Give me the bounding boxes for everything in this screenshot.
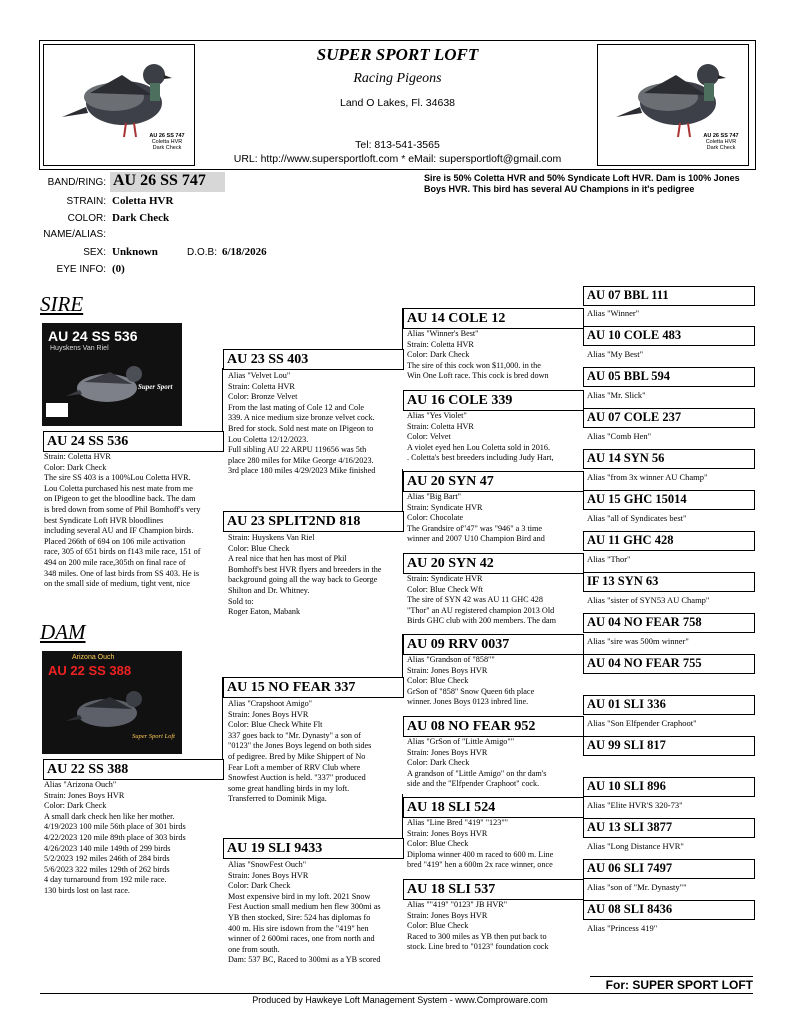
detail-line: bred "419" hen a 600m 2x race winner, once <box>407 860 553 870</box>
detail-line: Alias "Winner's Best" <box>407 329 479 338</box>
great-grandparent-details <box>407 737 582 793</box>
detail-line: Strain: Coletta HVR <box>407 339 474 349</box>
photo-caption: Super Sport <box>138 383 173 391</box>
detail-line: 400 m. His sire isdown from the "419" hen <box>228 923 369 933</box>
detail-line: Roger Eaton, Mabank <box>228 607 301 617</box>
detail-line: Strain: Jones Boys HVR <box>407 828 488 838</box>
gen4-alias: Alias "Elite HVR'S 320-73" <box>587 800 683 810</box>
photo-caption: Dark Check <box>152 145 182 151</box>
detail-line: Lou Coletta purchased his nest mate from me <box>44 483 193 493</box>
sire-details <box>44 452 224 618</box>
detail-line: 5/2/2023 192 miles 246th of 284 birds <box>44 854 170 864</box>
detail-line: A real nice that hen has most of Pkil <box>228 554 347 564</box>
detail-line: Fear Loft a member of RRV Club where <box>228 762 361 772</box>
detail-line: Lou Coletta 12/12/2023. <box>228 434 309 444</box>
gen4-alias: Alias "sire was 500m winner" <box>587 636 689 646</box>
detail-line: Color: Dark Check <box>228 881 291 891</box>
gen4-band: AU 07 COLE 237 <box>587 410 682 424</box>
grandparent-band: AU 23 SS 403 <box>227 352 309 367</box>
detail-line: 5/6/2023 322 miles 129th of 262 birds <box>44 864 170 874</box>
color-label: COLOR: <box>67 213 106 224</box>
gen4-alias: Alias "Thor" <box>587 554 631 564</box>
gen4-alias: Alias "Son Elfpender Craphoot" <box>587 718 697 728</box>
loft-url[interactable]: URL: http://www.supersportloft.com * eMail: supersportloft@gmail.com <box>233 153 562 165</box>
logo-icon <box>46 403 68 417</box>
detail-line: background going all the way back to George <box>228 575 378 585</box>
detail-line: Color: Dark Check <box>407 350 470 360</box>
gen4-alias: Alias "Princess 419" <box>587 923 658 933</box>
great-grandparent-box <box>403 308 584 329</box>
detail-line: Most expensive bird in my loft. 2021 Snow <box>228 891 371 901</box>
dam-heading: DAM <box>40 620 86 644</box>
detail-line: Shilton and Dr. Whitney. <box>228 585 310 595</box>
grandparent-box <box>223 511 404 532</box>
detail-line: Alias "Crapshoot Amigo" <box>228 699 313 708</box>
grandparent-details <box>228 371 402 481</box>
detail-line: race, 305 of 651 birds on f143 mile race, 151 of <box>44 547 201 557</box>
great-grandparent-band: AU 20 SYN 42 <box>407 556 494 571</box>
dam-band: AU 22 SS 388 <box>47 762 129 777</box>
gen4-box <box>583 695 755 715</box>
gen4-alias: Alias "Mr. Slick" <box>587 390 646 400</box>
detail-line: Strain: Jones Boys HVR <box>407 910 488 920</box>
great-grandparent-band: AU 18 SLI 524 <box>407 800 496 815</box>
gen4-band: AU 11 GHC 428 <box>587 533 674 547</box>
loft-location: Land O Lakes, Fl. 34638 <box>340 97 455 109</box>
strain-label: STRAIN: <box>66 196 106 207</box>
detail-line: 4/26/2023 140 mile 149th of 299 birds <box>44 843 171 853</box>
detail-line: Color: Chocolate <box>407 513 464 523</box>
eye-value: (0) <box>112 263 125 275</box>
detail-line: Strain: Syndicate HVR <box>407 574 483 583</box>
detail-line: "Thor" an AU registered champion 2013 Old <box>407 605 555 615</box>
great-grandparent-details <box>407 818 582 874</box>
detail-line: A small dark check hen like her mother. <box>44 811 175 821</box>
detail-line: Bomhoff's best HVR flyers and breeders in the <box>228 564 382 574</box>
dob-label: D.O.B: <box>187 247 218 258</box>
gen4-alias: Alias "sister of SYN53 AU Champ" <box>587 595 710 605</box>
gen4-alias: Alias "Winner" <box>587 308 640 318</box>
sire-band: AU 24 SS 536 <box>47 434 129 449</box>
detail-line: 494 on 200 mile race,305th on final race of <box>44 557 186 567</box>
detail-line: A grandson of "Little Amigo" on thr dam's <box>407 768 547 778</box>
sire-heading: SIRE <box>40 292 84 316</box>
detail-line: Color: Blue Check <box>228 543 290 553</box>
eye-label: EYE INFO: <box>56 264 106 275</box>
detail-line: Alias "Yes Violet" <box>407 411 467 420</box>
footer-divider <box>40 993 753 994</box>
detail-line: Placed 266th of 694 on 106 mile activation <box>44 536 186 546</box>
detail-line: Raced to 300 miles as YB then put back to <box>407 931 547 941</box>
detail-line: Color: Blue Check <box>407 921 469 931</box>
detail-line: Strain: Huyskens Van Riel <box>228 533 315 542</box>
detail-line: 4 day turnaround from 192 mile race. <box>44 875 167 885</box>
detail-line: on the small side of medium, tight vent, nice <box>44 579 190 589</box>
detail-line: Strain: Jones Boys HVR <box>407 747 488 757</box>
detail-line: Diploma winner 400 m raced to 600 m. Line <box>407 849 554 859</box>
gen4-box <box>583 736 755 756</box>
detail-line: Alias "Velvet Lou" <box>228 371 291 380</box>
gen4-band: AU 01 SLI 336 <box>587 697 666 711</box>
detail-line: winner. Jones Boys 0123 inbred line. <box>407 697 529 707</box>
name-label: NAME/ALIAS: <box>43 229 106 240</box>
great-grandparent-box <box>403 879 584 900</box>
dam-details <box>44 780 224 920</box>
gen4-box <box>583 777 755 797</box>
detail-line: From the last mating of Cole 12 and Cole <box>228 402 364 412</box>
detail-line: The sire SS 403 is a 100%Lou Coletta HVR. <box>44 473 191 483</box>
gen4-band: AU 08 SLI 8436 <box>587 902 673 916</box>
detail-line: Strain: Jones Boys HVR <box>228 709 309 719</box>
gen4-alias: Alias "from 3x winner AU Champ" <box>587 472 708 482</box>
detail-line: Alias "Grandson of "858"" <box>407 655 495 664</box>
great-grandparent-band: AU 20 SYN 47 <box>407 474 494 489</box>
photo-caption: AU 24 SS 536 <box>48 328 138 344</box>
detail-line: Color: Dark Check <box>407 758 470 768</box>
detail-line: A violet eyed hen Lou Coletta sold in 2016. <box>407 442 551 452</box>
great-grandparent-box <box>403 634 584 655</box>
detail-line: 4/19/2023 100 mile 56th place of 301 birds <box>44 822 186 832</box>
detail-line: Strain: Jones Boys HVR <box>407 665 488 675</box>
great-grandparent-band: AU 09 RRV 0037 <box>407 637 510 652</box>
detail-line: 4/22/2023 120 mile 89th place of 303 birds <box>44 832 186 842</box>
loft-subtitle: Racing Pigeons <box>353 71 442 86</box>
detail-line: stock. Line bred to "0123" foundation cock <box>407 942 549 952</box>
great-grandparent-box <box>403 797 584 818</box>
gen4-band: AU 14 SYN 56 <box>587 451 665 465</box>
photo-caption: Super Sport Loft <box>132 733 175 740</box>
detail-line: Color: Blue Check <box>407 676 469 686</box>
detail-line: Alias "GrSon of "Little Amigo"" <box>407 737 515 746</box>
detail-line: Bred for stock. Sold nest mate on IPigeon to <box>228 423 374 433</box>
gen4-box <box>583 818 755 838</box>
great-grandparent-band: AU 16 COLE 339 <box>407 393 513 408</box>
detail-line: Color: Blue Check Wft <box>407 584 484 594</box>
pedigree-comment: Sire is 50% Coletta HVR and 50% Syndicate Loft HVR. Dam is 100% Jones Boys HVR. This bird has several AU Champions in it's pedigree <box>424 173 740 194</box>
gen4-box <box>583 367 755 387</box>
gen4-alias: Alias "Comb Hen" <box>587 431 652 441</box>
band-value: AU 26 SS 747 <box>113 172 206 189</box>
color-value: Dark Check <box>112 212 170 224</box>
detail-line: The sire of SYN 42 was AU 11 GHC 428 <box>407 595 543 605</box>
detail-line: Color: Dark Check <box>44 462 107 472</box>
photo-caption: AU 22 SS 388 <box>48 663 132 678</box>
detail-line: Fest Auction small medium hen flew 300mi as <box>228 902 381 912</box>
header-box <box>39 40 756 170</box>
photo-caption: Huyskens Van Riel <box>50 345 109 352</box>
gen4-box <box>583 531 755 551</box>
gen4-band: AU 07 BBL 111 <box>587 288 669 302</box>
gen4-box <box>583 900 755 920</box>
detail-line: The Grandsire of"47" was "946" a 3 time <box>407 523 543 533</box>
detail-line: Alias "Big Bart" <box>407 492 461 501</box>
photo-caption: Dark Check <box>706 145 736 151</box>
great-grandparent-details <box>407 655 582 711</box>
dob-value: 6/18/2026 <box>222 246 267 258</box>
sex-value: Unknown <box>112 246 158 258</box>
detail-line: of pedigree. Bred by Mike Shippert of No <box>228 751 366 761</box>
detail-line: is bred down from some of Phil Bomhoff's very <box>44 504 201 514</box>
photo-caption: Coletta HVR <box>151 139 183 145</box>
photo-caption: Arizona Ouch <box>72 654 115 661</box>
gen4-box <box>583 859 755 879</box>
gen4-alias: Alias "all of Syndicates best" <box>587 513 687 523</box>
detail-line: Snowfest Auction is held. "337" produced <box>228 773 366 783</box>
great-grandparent-details <box>407 411 582 467</box>
dam-band-box <box>43 759 224 780</box>
detail-line: some great handling birds in my loft. <box>228 783 350 793</box>
grandparent-box <box>223 349 404 370</box>
grandparent-box <box>223 677 404 698</box>
detail-line: The sire of this cock won $11,000. in the <box>407 360 541 370</box>
great-grandparent-band: AU 18 SLI 537 <box>407 882 496 897</box>
gen4-band: AU 05 BBL 594 <box>587 369 671 383</box>
detail-line: Color: Velvet <box>407 432 451 442</box>
gen4-band: AU 04 NO FEAR 758 <box>587 615 702 629</box>
gen4-band: AU 99 SLI 817 <box>587 738 666 752</box>
detail-line: 339. A nice medium size bronze velvet cock. <box>228 413 375 423</box>
grandparent-box <box>223 838 404 859</box>
grandparent-details <box>228 860 402 970</box>
detail-line: GrSon of "858" Snow Queen 6th place <box>407 686 535 696</box>
gen4-box <box>583 654 755 674</box>
loft-tel: Tel: 813-541-3565 <box>355 139 440 151</box>
gen4-box <box>583 408 755 428</box>
band-label: BAND/RING: <box>47 177 106 188</box>
detail-line: Sold to: <box>228 596 254 606</box>
detail-line: YB then stocked, Sire: 524 has diplomas fo <box>228 912 371 922</box>
detail-line: 3rd place 180 miles 4/29/2023 Mike finished <box>228 466 376 476</box>
detail-line: Transferred to Dominik Miga. <box>228 794 327 804</box>
detail-line: Color: Blue Check <box>407 839 469 849</box>
footer-produced: Produced by Hawkeye Loft Management System - www.Comproware.com <box>252 995 548 1005</box>
great-grandparent-details <box>407 492 582 548</box>
gen4-band: AU 13 SLI 3877 <box>587 820 673 834</box>
gen4-band: IF 13 SYN 63 <box>587 574 659 588</box>
detail-line: Strain: Jones Boys HVR <box>228 870 309 880</box>
great-grandparent-box <box>403 390 584 411</box>
detail-line: Birds GHC club with 200 members. The dam <box>407 616 557 626</box>
detail-line: including several AU and IF Champion birds. <box>44 526 194 536</box>
detail-line: Alias ""419" "0123" JB HVR" <box>407 900 508 909</box>
detail-line: Color: Bronze Velvet <box>228 392 298 402</box>
great-grandparent-box <box>403 716 584 737</box>
dam-photo <box>42 651 182 754</box>
detail-line: Strain: Coletta HVR <box>228 381 295 391</box>
detail-line: Win One Loft race. This cock is bred down <box>407 371 549 381</box>
grandparent-details <box>228 699 402 809</box>
detail-line: Dam: 537 BC, Raced to 300mi as a YB scored <box>228 955 381 965</box>
loft-name: SUPER SPORT LOFT <box>316 45 479 64</box>
great-grandparent-details <box>407 900 582 962</box>
gen4-alias: Alias "My Best" <box>587 349 644 359</box>
detail-line: on IPigeon to get the bloodline back. The dam <box>44 494 196 504</box>
detail-line: 337 goes back to "Mr. Dynasty" a son of <box>228 730 361 740</box>
photo-caption: AU 26 SS 747 <box>149 133 185 139</box>
detail-line: Strain: Coletta HVR <box>407 421 474 431</box>
grandparent-band: AU 19 SLI 9433 <box>227 841 323 856</box>
gen4-band: AU 04 NO FEAR 755 <box>587 656 702 670</box>
sire-band-box <box>43 431 224 452</box>
great-grandparent-band: AU 08 NO FEAR 952 <box>407 719 536 734</box>
detail-line: Strain: Coletta HVR <box>44 452 111 461</box>
detail-line: Strain: Syndicate HVR <box>407 502 483 512</box>
great-grandparent-band: AU 14 COLE 12 <box>407 311 506 326</box>
gen4-box <box>583 572 755 592</box>
detail-line: Full sibling AU 22 ARPU 119656 was 5th <box>228 445 367 455</box>
detail-line: best Syndicate Loft HVR bloodlines <box>44 515 164 525</box>
gen4-box <box>583 449 755 469</box>
gen4-alias: Alias "Long Distance HVR" <box>587 841 684 851</box>
gen4-band: AU 06 SLI 7497 <box>587 861 673 875</box>
grandparent-band: AU 15 NO FEAR 337 <box>227 680 356 695</box>
detail-line: winner of 2 600mi races, one from north and <box>228 934 375 944</box>
detail-line: one from south. <box>228 944 280 954</box>
detail-line: Color: Dark Check <box>44 801 107 811</box>
detail-line: 348 miles. One of last birds from SS 403. He is <box>44 568 200 578</box>
great-grandparent-details <box>407 574 582 630</box>
gen4-box <box>583 326 755 346</box>
detail-line: Alias "Arizona Ouch" <box>44 780 117 789</box>
gen4-alias: Alias "son of "Mr. Dynasty"" <box>587 882 687 892</box>
detail-line: Color: Blue Check White Flt <box>228 720 323 730</box>
detail-line: Strain: Jones Boys HVR <box>44 790 125 800</box>
photo-caption: AU 26 SS 747 <box>703 133 739 139</box>
gen4-band: AU 10 SLI 896 <box>587 779 666 793</box>
gen4-band: AU 10 COLE 483 <box>587 328 682 342</box>
gen4-box <box>583 613 755 633</box>
gen4-band: AU 15 GHC 15014 <box>587 492 687 506</box>
strain-value: Coletta HVR <box>112 195 174 207</box>
detail-line: side and the "Elfpender Craphoot" cock. <box>407 779 540 789</box>
photo-caption: Coletta HVR <box>705 139 737 145</box>
grandparent-details <box>228 533 404 623</box>
detail-line: 130 birds lost on last race. <box>44 885 130 895</box>
detail-line: Alias "Line Bred "419" "123"" <box>407 818 509 827</box>
detail-line: "0123" the Jones Boys legend on both sides <box>228 741 372 751</box>
detail-line: winner and 2007 U10 Champion Bird and <box>407 534 545 544</box>
grandparent-band: AU 23 SPLIT2ND 818 <box>227 514 361 529</box>
pigeon-icon <box>62 683 152 738</box>
great-grandparent-box <box>403 553 584 574</box>
footer-for: For: SUPER SPORT LOFT <box>590 976 753 992</box>
gen4-box <box>583 286 755 306</box>
great-grandparent-box <box>403 471 584 492</box>
detail-line: . Coletta's best breeders including Judy Hart, <box>407 453 554 463</box>
great-grandparent-details <box>407 329 582 385</box>
sex-label: SEX: <box>83 247 106 258</box>
detail-line: place 280 miles for Mike George 4/16/2023. <box>228 455 374 465</box>
sire-photo <box>42 323 182 426</box>
gen4-box <box>583 490 755 510</box>
detail-line: Alias "SnowFest Ouch" <box>228 860 307 869</box>
